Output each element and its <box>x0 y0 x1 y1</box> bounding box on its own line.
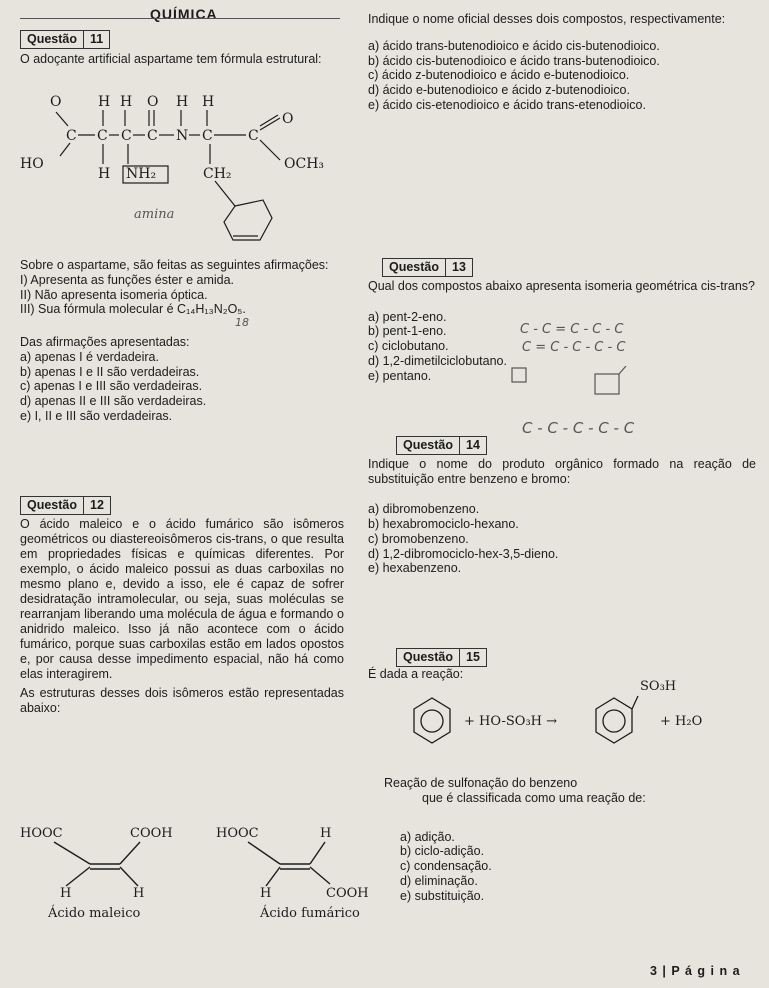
q12-text2: As estruturas desses dois isômeros estão representadas abaixo: <box>20 685 344 715</box>
q13-hand-1: C - C = C - C - C <box>520 322 624 337</box>
q15-number: 15 <box>459 649 486 666</box>
q11-statement: I) Apresenta as funções éster e amida. <box>20 272 235 287</box>
maleic-tr: COOH <box>130 826 173 841</box>
struct-atom: H <box>202 94 215 110</box>
q11-body <box>20 258 346 424</box>
q15-question: que é classificada como uma reação de: <box>422 790 646 805</box>
struct-atom: C <box>66 128 77 144</box>
fumaric-br: COOH <box>326 886 369 901</box>
struct-atom: H <box>120 94 133 110</box>
q11-option-d[interactable]: d) apenas II e III são verdadeiras. <box>20 394 207 408</box>
struct-atom: H <box>176 94 189 110</box>
q11-label: Questão <box>27 32 78 46</box>
q11-intro: O adoçante artificial aspartame tem fórmula estrutural: <box>20 51 322 66</box>
q15-caption: Reação de sulfonação do benzeno <box>384 776 578 790</box>
q14-option-d[interactable]: d) 1,2-dibromociclo-hex-3,5-dieno. <box>368 546 559 561</box>
q13-number: 13 <box>445 259 472 276</box>
maleic-tl: HOOC <box>20 826 63 841</box>
q14-label-box <box>396 436 487 455</box>
q13-hand-2: C = C - C - C - C <box>522 340 626 355</box>
q11b-option-c[interactable]: c) ácido z-butenodioico e ácido e-butenodioico. <box>368 68 630 83</box>
q13-label-box <box>382 258 473 277</box>
q11-note: 18 <box>235 316 249 329</box>
struct-hand: amina <box>134 207 175 222</box>
q13-option-b[interactable]: b) pent-1-eno. <box>368 324 447 339</box>
maleic-br: H <box>133 886 145 901</box>
page-number: 3 | P á g i n a <box>650 964 741 978</box>
q12-label-box <box>20 496 111 515</box>
q15-intro: É dada a reação: <box>368 666 464 681</box>
q11-statement: III) Sua fórmula molecular é C₁₄H₁₃N₂O₅. <box>20 302 246 317</box>
q11-option-b[interactable]: b) apenas I e II são verdadeiras. <box>20 364 200 379</box>
fumaric-tl: HOOC <box>216 826 259 841</box>
q13-option-c[interactable]: c) ciclobutano. <box>368 339 449 353</box>
q11-option-e[interactable]: e) I, II e III são verdadeiras. <box>20 408 173 423</box>
q11-number: 11 <box>83 31 109 48</box>
q11b-option-e[interactable]: e) ácido cis-etenodioico e ácido trans-etenodioico. <box>368 97 646 112</box>
q13-option-e[interactable]: e) pentano. <box>368 368 432 383</box>
struct-atom: NH₂ <box>126 166 157 182</box>
q11-ask: Das afirmações apresentadas: <box>20 335 190 349</box>
q14-option-e[interactable]: e) hexabenzeno. <box>368 561 462 576</box>
struct-atom: C <box>121 128 132 144</box>
header-rule <box>20 18 340 19</box>
struct-atom: O <box>282 111 294 127</box>
q14-option-c[interactable]: c) bromobenzeno. <box>368 531 469 546</box>
q12-text: O ácido maleico e o ácido fumárico são isômeros geométricos ou diastereoisômeros cis-trans, o que resulta em propriedades físicas e químicas diferentes. Por exemplo, o ácido maleico possui as duas carboxilas no mesmo plano e, devido a isso, ele é capaz de sofrer desidratação intramolecular, ou seja, suas moléculas se rearranjam liberando uma molécula de água e formando o anidrido maleico. Isso já não acontece com o ácido fumárico, porque suas carboxilas estão em lados opostos e, por causa desse impedimento espacial, não há como elas interagirem. <box>20 516 344 681</box>
struct-atom: CH₂ <box>203 166 232 182</box>
q15-option-d[interactable]: d) eliminação. <box>400 873 478 888</box>
struct-atom: N <box>176 128 189 144</box>
q14-number: 14 <box>459 437 486 454</box>
reaction-byproduct: + H₂O <box>660 714 703 729</box>
fumaric-tr: H <box>320 826 332 841</box>
q14-option-a[interactable]: a) dibromobenzeno. <box>368 502 480 517</box>
q13-option-d[interactable]: d) 1,2-dimetilciclobutano. <box>368 353 507 368</box>
reaction-reagent: + HO-SO₃H → <box>464 714 558 729</box>
q15-option-b[interactable]: b) ciclo-adição. <box>400 844 485 859</box>
subject-title: QUÍMICA <box>150 6 218 22</box>
q15-label: Questão <box>403 650 454 664</box>
q15-body <box>384 776 756 903</box>
q13-question: Qual dos compostos abaixo apresenta isomeria geométrica cis-trans? <box>368 278 755 293</box>
struct-atom: H <box>98 166 111 182</box>
q11-label-box <box>20 30 110 49</box>
struct-o-left: O <box>50 94 62 110</box>
q13-hand-3: C - C - C - C - C <box>522 419 635 437</box>
struct-atom: OCH₃ <box>284 156 325 172</box>
struct-atom: H <box>98 94 111 110</box>
question-11-continued <box>368 12 756 113</box>
q11b-question: Indique o nome oficial desses dois compostos, respectivamente: <box>368 12 726 26</box>
question-13 <box>368 258 756 383</box>
question-12 <box>20 496 344 715</box>
q12-number: 12 <box>83 497 110 514</box>
q14-question: Indique o nome do produto orgânico formado na reação de substituição entre benzeno e bromo: <box>368 456 756 486</box>
struct-atom: C <box>147 128 158 144</box>
maleic-name: Ácido maleico <box>48 906 141 921</box>
q15-option-c[interactable]: c) condensação. <box>400 859 492 873</box>
reaction-group: SO₃H <box>640 679 677 694</box>
q13-ring-sketches <box>510 366 630 396</box>
q14-label: Questão <box>403 438 454 452</box>
q12-label: Questão <box>27 498 78 512</box>
isomer-structures <box>20 822 390 922</box>
q11-statement: II) Não apresenta isomeria óptica. <box>20 287 208 302</box>
struct-atom: C <box>248 128 259 144</box>
q11b-option-a[interactable]: a) ácido trans-butenodioico e ácido cis-butenodioico. <box>368 38 660 53</box>
q11-option-a[interactable]: a) apenas I é verdadeira. <box>20 349 159 364</box>
struct-atom: C <box>97 128 108 144</box>
q15-option-a[interactable]: a) adição. <box>400 829 455 844</box>
struct-atom: HO <box>20 156 44 172</box>
q13-option-a[interactable]: a) pent-2-eno. <box>368 309 447 324</box>
fumaric-bl: H <box>260 886 272 901</box>
question-14 <box>368 436 756 576</box>
q15-label-box <box>396 648 487 667</box>
q14-option-b[interactable]: b) hexabromociclo-hexano. <box>368 517 519 531</box>
struct-atom: O <box>147 94 159 110</box>
q11-option-c[interactable]: c) apenas I e III são verdadeiras. <box>20 379 203 394</box>
aspartame-structure <box>20 88 350 258</box>
q11-stem: Sobre o aspartame, são feitas as seguintes afirmações: <box>20 258 329 272</box>
struct-atom: C <box>202 128 213 144</box>
q11b-option-d[interactable]: d) ácido e-butenodioico e ácido z-butenodioico. <box>368 83 630 97</box>
maleic-bl: H <box>60 886 72 901</box>
sulfonation-reaction <box>398 676 728 772</box>
q15-option-e[interactable]: e) substituição. <box>400 888 485 903</box>
question-11 <box>20 30 346 67</box>
q11b-option-b[interactable]: b) ácido cis-butenodioico e ácido trans-butenodioico. <box>368 53 660 68</box>
q13-label: Questão <box>389 260 440 274</box>
fumaric-name: Ácido fumárico <box>260 906 360 921</box>
